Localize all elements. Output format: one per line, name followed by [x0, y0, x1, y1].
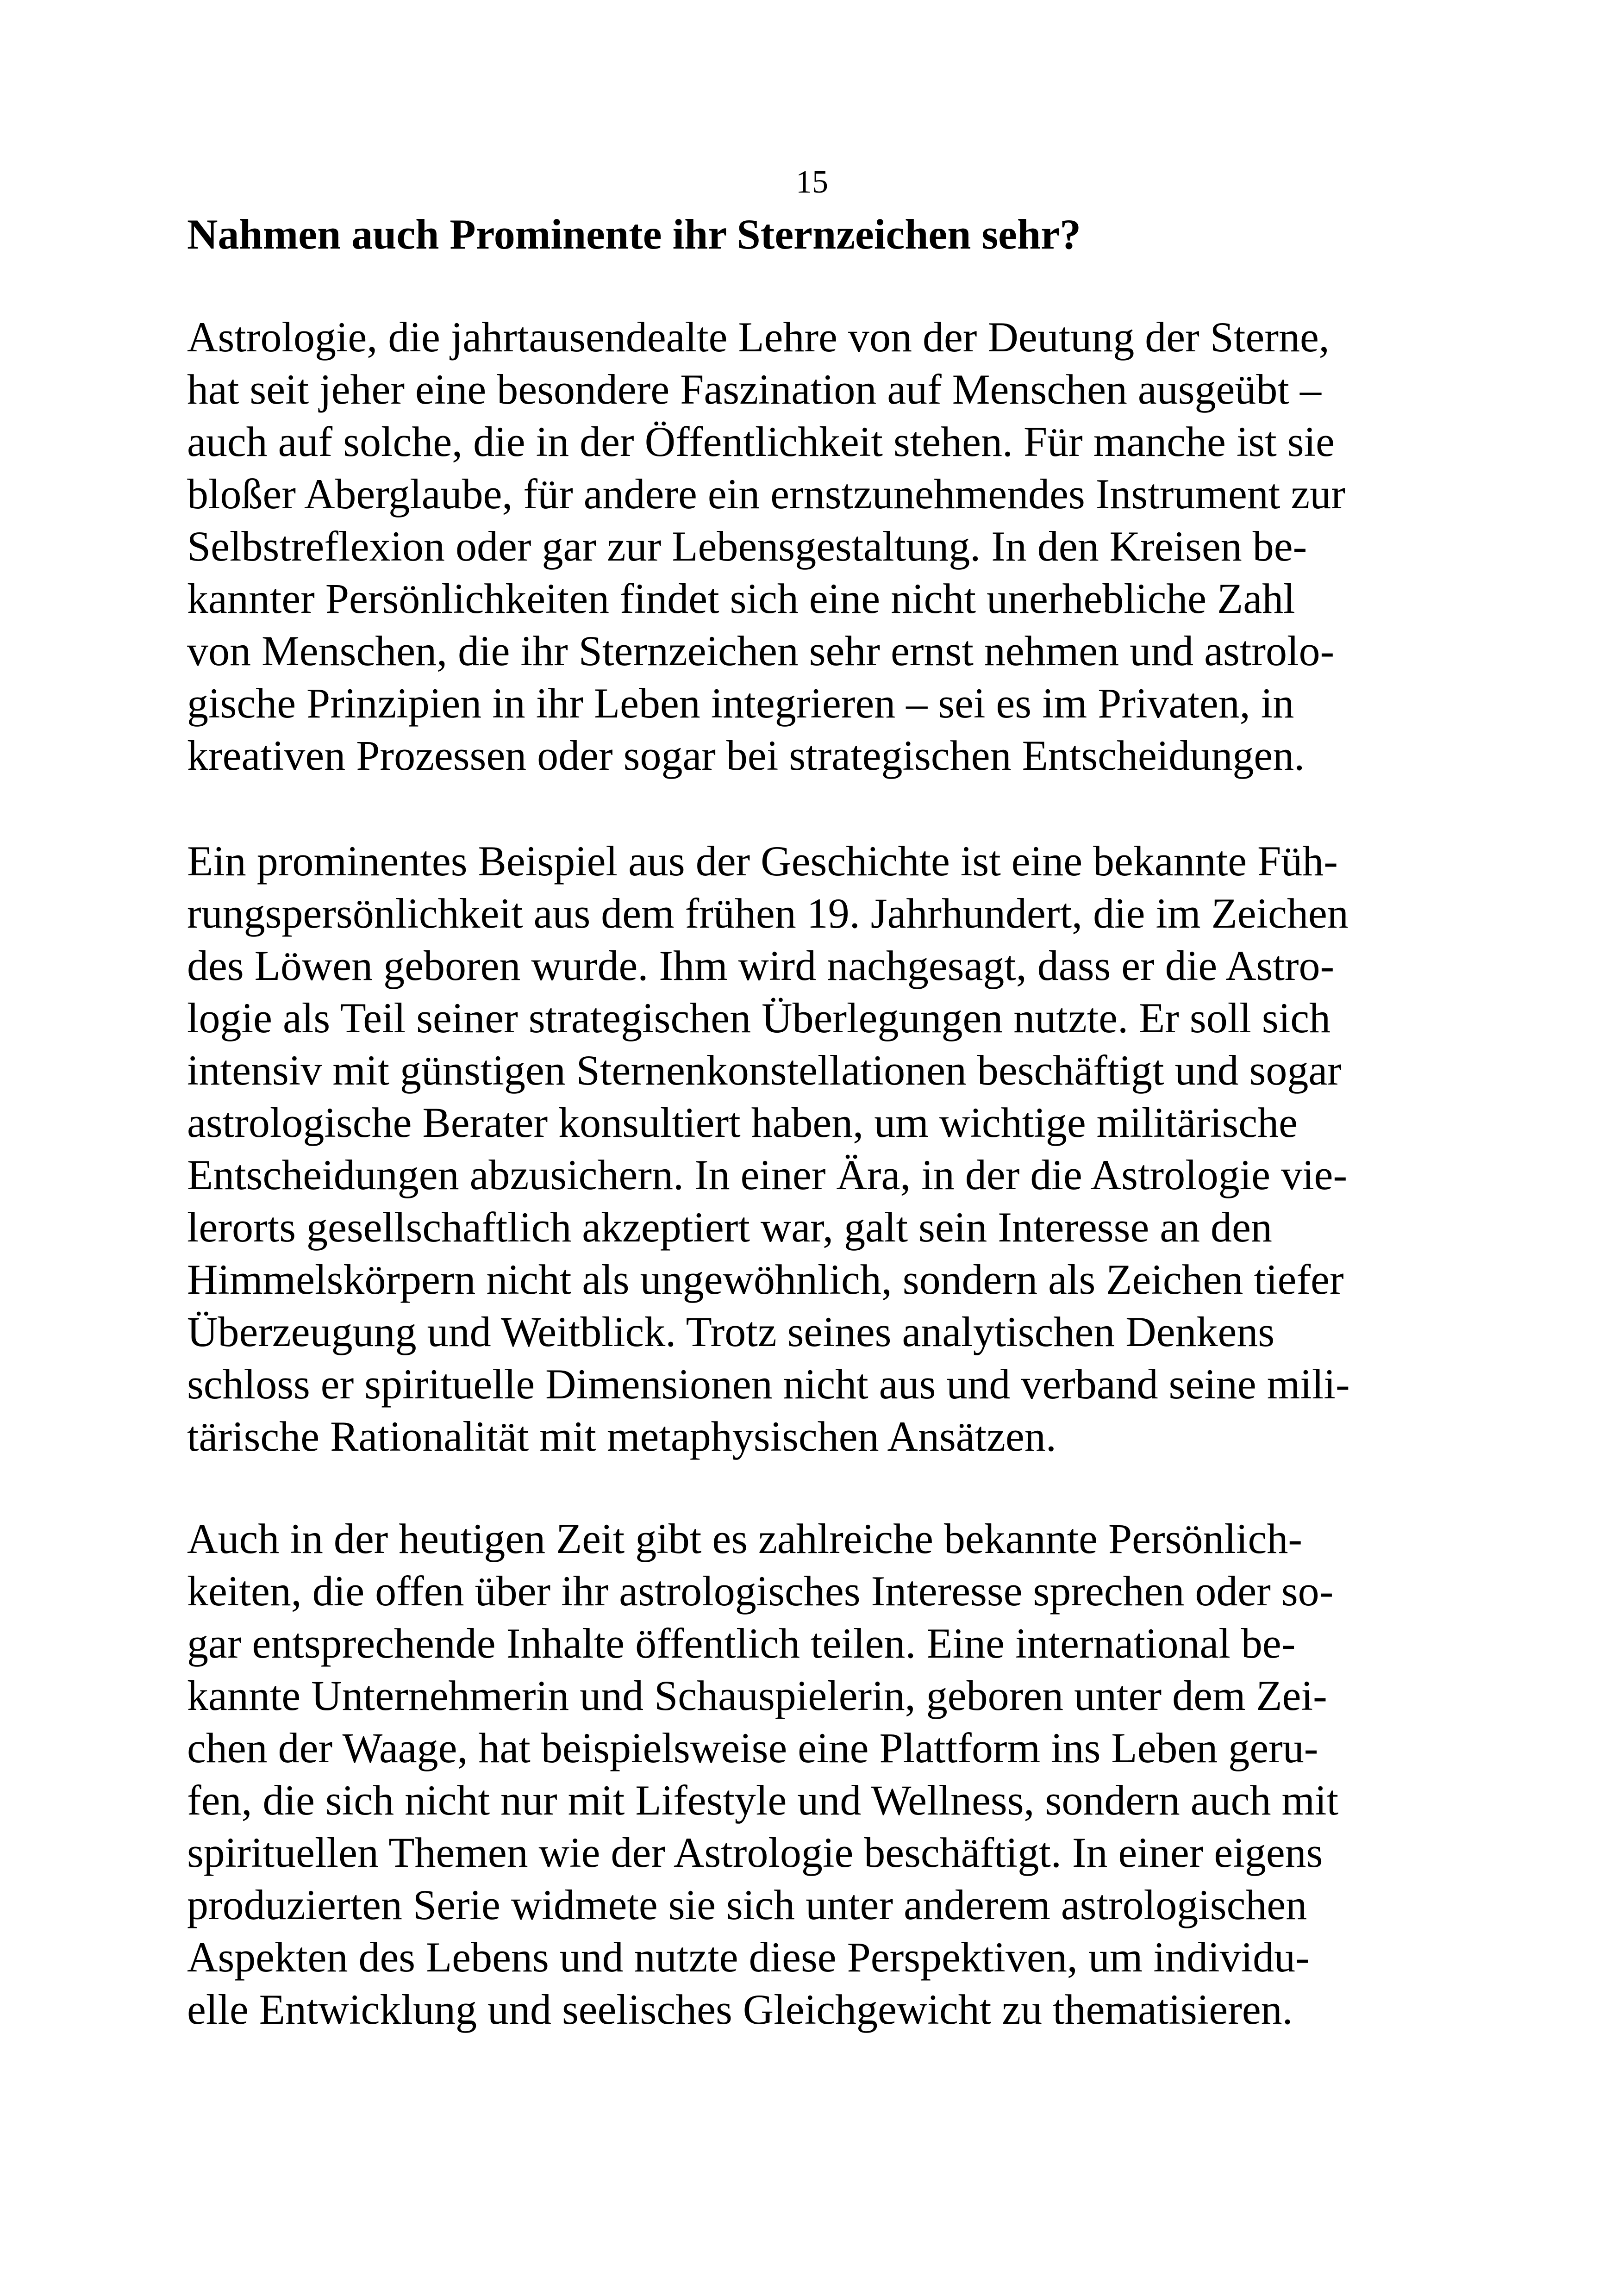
text-line: von Menschen, die ihr Sternzeichen sehr ernst nehmen und astrolo- — [187, 627, 1335, 674]
text-line: Aspekten des Lebens und nutzte diese Perspektiven, um individu- — [187, 1933, 1310, 1981]
text-line: Ein prominentes Beispiel aus der Geschichte ist eine bekannte Füh- — [187, 837, 1338, 885]
paragraph-3 — [187, 1513, 1465, 2036]
text-line: elle Entwicklung und seelisches Gleichgewicht zu thematisieren. — [187, 1986, 1293, 2033]
text-line: intensiv mit günstigen Sternenkonstellationen beschäftigt und sogar — [187, 1047, 1342, 1094]
text-line: hat seit jeher eine besondere Faszination auf Menschen ausgeübt – — [187, 366, 1321, 413]
text-line: fen, die sich nicht nur mit Lifestyle und Wellness, sondern auch mit — [187, 1777, 1339, 1824]
text-line: Entscheidungen abzusichern. In einer Ära, in der die Astrologie vie- — [187, 1151, 1348, 1198]
text-line: logie als Teil seiner strategischen Überlegungen nutzte. Er soll sich — [187, 994, 1331, 1041]
text-line: rungspersönlichkeit aus dem frühen 19. Jahrhundert, die im Zeichen — [187, 890, 1349, 937]
text-line: produzierten Serie widmete sie sich unter anderem astrologischen — [187, 1881, 1307, 1928]
text-line: schloss er spirituelle Dimensionen nicht aus und verband seine mili- — [187, 1360, 1350, 1408]
text-line: kannte Unternehmerin und Schauspielerin, geboren unter dem Zei- — [187, 1672, 1327, 1719]
text-line: kannter Persönlichkeiten findet sich eine nicht unerhebliche Zahl — [187, 575, 1295, 622]
text-line: kreativen Prozessen oder sogar bei strategischen Entscheidungen. — [187, 732, 1305, 779]
paragraph-1 — [187, 311, 1465, 782]
section-heading: Nahmen auch Prominente ihr Sternzeichen sehr? — [187, 211, 1081, 258]
page-number: 15 — [796, 164, 828, 200]
text-line: tärische Rationalität mit metaphysischen Ansätzen. — [187, 1413, 1056, 1460]
text-line: Auch in der heutigen Zeit gibt es zahlreiche bekannte Persönlich- — [187, 1515, 1303, 1562]
text-line: Selbstreflexion oder gar zur Lebensgestaltung. In den Kreisen be- — [187, 523, 1307, 570]
text-line: gar entsprechende Inhalte öffentlich teilen. Eine international be- — [187, 1620, 1296, 1667]
paragraph-2 — [187, 835, 1465, 1463]
text-line: gische Prinzipien in ihr Leben integrieren – sei es im Privaten, in — [187, 680, 1294, 727]
text-line: spirituellen Themen wie der Astrologie beschäftigt. In einer eigens — [187, 1829, 1323, 1876]
text-line: auch auf solche, die in der Öffentlichkeit stehen. Für manche ist sie — [187, 418, 1335, 465]
text-line: des Löwen geboren wurde. Ihm wird nachgesagt, dass er die Astro- — [187, 942, 1335, 989]
text-line: Astrologie, die jahrtausendealte Lehre von der Deutung der Sterne, — [187, 313, 1330, 361]
text-line: keiten, die offen über ihr astrologisches Interesse sprechen oder so- — [187, 1567, 1334, 1615]
text-line: Überzeugung und Weitblick. Trotz seines analytischen Denkens — [187, 1308, 1275, 1355]
text-line: chen der Waage, hat beispielsweise eine Plattform ins Leben geru- — [187, 1724, 1318, 1771]
text-line: astrologische Berater konsultiert haben, um wichtige militärische — [187, 1099, 1298, 1146]
text-line: bloßer Aberglaube, für andere ein ernstzunehmendes Instrument zur — [187, 470, 1345, 518]
text-line: Himmelskörpern nicht als ungewöhnlich, sondern als Zeichen tiefer — [187, 1256, 1344, 1303]
text-line: lerorts gesellschaftlich akzeptiert war, galt sein Interesse an den — [187, 1204, 1272, 1251]
